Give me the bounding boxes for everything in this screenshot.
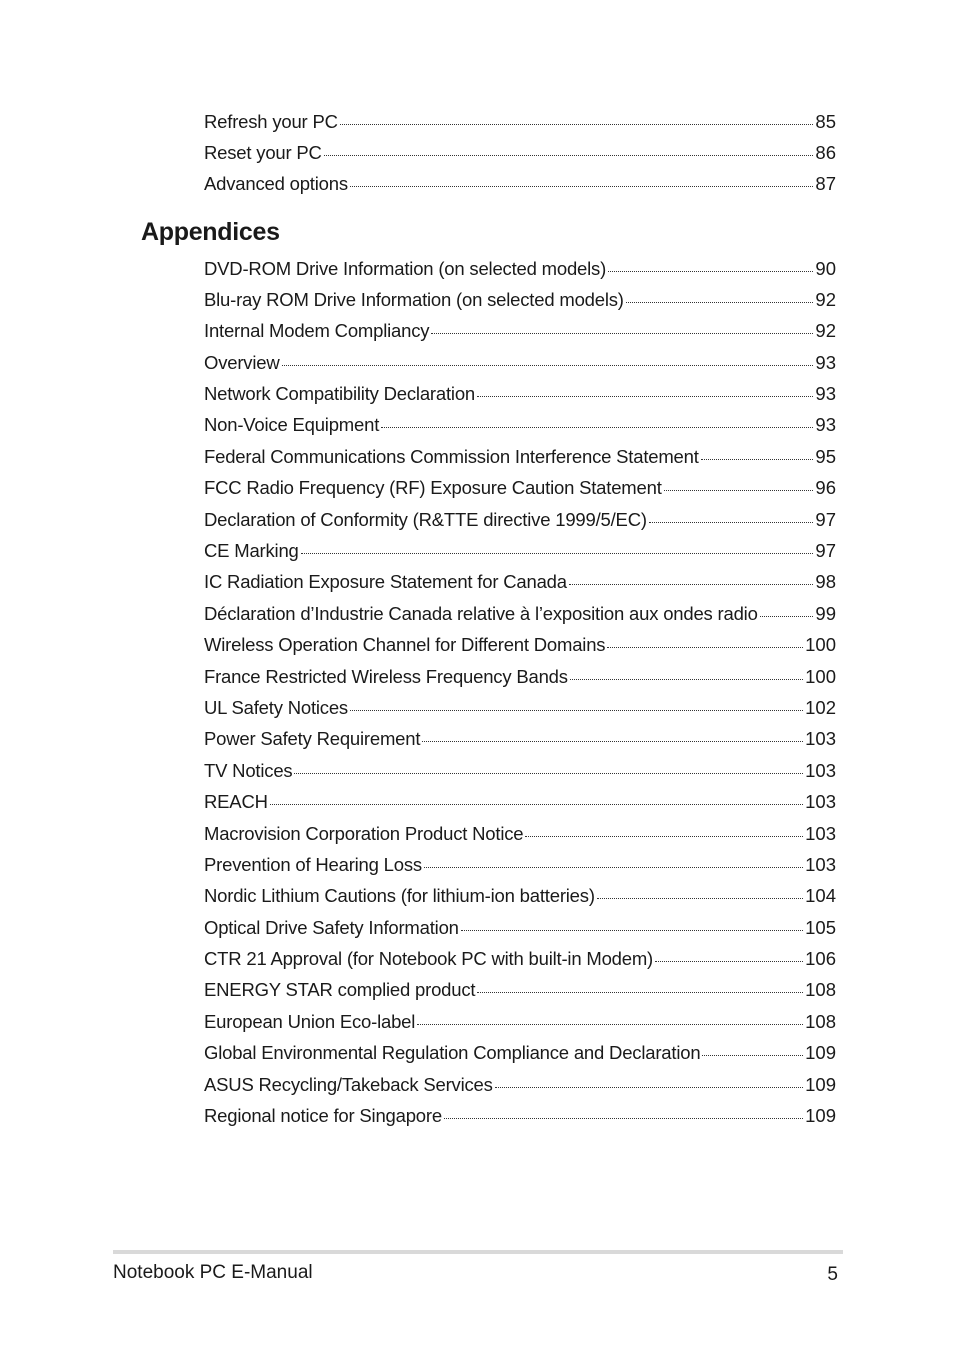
toc-entry-page: 103 (805, 791, 836, 813)
toc-dot-leader (294, 758, 803, 777)
toc-entry[interactable] (204, 444, 836, 475)
toc-entry-label: ASUS Recycling/Takeback Services (204, 1073, 493, 1095)
toc-dot-leader (664, 476, 814, 495)
toc-entry[interactable] (204, 633, 836, 664)
toc-entry[interactable] (204, 1041, 836, 1072)
toc-entry-page: 103 (805, 728, 836, 750)
toc-entry-label: Non-Voice Equipment (204, 414, 380, 436)
toc-entry[interactable] (204, 947, 836, 978)
toc-entry-page: 108 (805, 1010, 836, 1032)
toc-entry-page: 90 (815, 257, 836, 279)
toc-entry-label: Power Safety Requirement (204, 728, 421, 750)
appendices-toc-list (204, 256, 836, 1135)
toc-entry-page: 105 (805, 916, 836, 938)
toc-entry-label: Macrovision Corporation Product Notice (204, 822, 524, 844)
toc-entry-label: ENERGY STAR complied product (204, 979, 476, 1001)
toc-entry[interactable] (204, 319, 836, 350)
toc-entry-label: Regional notice for Singapore (204, 1105, 442, 1127)
footer-manual-title: Notebook PC E-Manual (113, 1262, 313, 1283)
toc-entry-label: REACH (204, 791, 268, 813)
toc-entry-label: Nordic Lithium Cautions (for lithium-ion batteries) (204, 885, 595, 907)
toc-dot-leader (477, 978, 803, 997)
toc-entry[interactable] (204, 821, 836, 852)
toc-dot-leader (525, 821, 803, 840)
toc-entry-page: 93 (815, 414, 836, 436)
toc-dot-leader (701, 444, 814, 463)
toc-dot-leader (649, 507, 814, 526)
toc-entry-page: 103 (805, 759, 836, 781)
toc-entry-label: Optical Drive Safety Information (204, 916, 459, 938)
toc-entry-label: CTR 21 Approval (for Notebook PC with built-in Modem) (204, 948, 654, 970)
toc-entry-label: Wireless Operation Channel for Different Domains (204, 634, 606, 656)
toc-dot-leader (340, 109, 814, 128)
toc-entry-page: 97 (815, 508, 836, 530)
toc-dot-leader (760, 601, 814, 620)
toc-entry-page: 99 (815, 602, 836, 624)
toc-entry-label: Global Environmental Regulation Compliance and Declaration (204, 1042, 701, 1064)
toc-entry[interactable] (204, 140, 836, 171)
toc-entry-label: Blu-ray ROM Drive Information (on selected models) (204, 288, 624, 310)
toc-entry-page: 106 (805, 948, 836, 970)
toc-entry-page: 109 (805, 1105, 836, 1127)
toc-entry-label: Advanced options (204, 173, 348, 195)
toc-entry[interactable] (204, 852, 836, 883)
toc-dot-leader (422, 727, 803, 746)
toc-dot-leader (424, 852, 803, 871)
toc-entry-label: France Restricted Wireless Frequency Bands (204, 665, 568, 687)
toc-dot-leader (461, 915, 803, 934)
toc-entry[interactable] (204, 287, 836, 318)
toc-entry[interactable] (204, 476, 836, 507)
toc-entry-label: Déclaration d’Industrie Canada relative à l’exposition aux ondes radio (204, 602, 758, 624)
toc-entry[interactable] (204, 695, 836, 726)
toc-entry-page: 92 (815, 320, 836, 342)
toc-dot-leader (301, 539, 814, 558)
toc-entry-page: 93 (815, 383, 836, 405)
toc-entry[interactable] (204, 1072, 836, 1103)
toc-entry[interactable] (204, 382, 836, 413)
toc-dot-leader (477, 382, 813, 401)
toc-entry-label: FCC Radio Frequency (RF) Exposure Caution Statement (204, 477, 662, 499)
toc-entry-page: 100 (805, 665, 836, 687)
toc-top-list (204, 109, 836, 203)
toc-entry-page: 97 (815, 540, 836, 562)
toc-dot-leader (381, 413, 813, 432)
toc-entry[interactable] (204, 790, 836, 821)
toc-entry-page: 109 (805, 1073, 836, 1095)
toc-entry[interactable] (204, 109, 836, 140)
toc-entry-page: 86 (815, 141, 836, 163)
toc-entry-label: European Union Eco-label (204, 1010, 416, 1032)
toc-entry-label: CE Marking (204, 540, 299, 562)
toc-entry[interactable] (204, 758, 836, 789)
toc-entry-page: 87 (815, 173, 836, 195)
toc-entry-label: Network Compatibility Declaration (204, 383, 475, 405)
toc-dot-leader (607, 633, 803, 652)
toc-entry[interactable] (204, 256, 836, 287)
footer-page-number: 5 (827, 1264, 838, 1285)
toc-entry-label: Declaration of Conformity (R&TTE directive 1999/5/EC) (204, 508, 647, 530)
toc-entry-page: 103 (805, 853, 836, 875)
toc-entry[interactable] (204, 978, 836, 1009)
toc-dot-leader (417, 1009, 803, 1028)
toc-entry[interactable] (204, 664, 836, 695)
toc-dot-leader (597, 884, 803, 903)
toc-dot-leader (655, 947, 803, 966)
toc-dot-leader (282, 350, 814, 369)
toc-entry[interactable] (204, 601, 836, 632)
toc-entry-label: Refresh your PC (204, 110, 338, 132)
toc-entry-label: UL Safety Notices (204, 696, 348, 718)
toc-entry-page: 98 (815, 571, 836, 593)
toc-entry[interactable] (204, 727, 836, 758)
toc-entry-label: Federal Communications Commission Interference Statement (204, 445, 699, 467)
toc-entry-page: 109 (805, 1042, 836, 1064)
toc-entry[interactable] (204, 172, 836, 203)
toc-dot-leader (495, 1072, 803, 1091)
toc-entry[interactable] (204, 1009, 836, 1040)
toc-entry-page: 103 (805, 822, 836, 844)
toc-entry-page: 92 (815, 288, 836, 310)
toc-dot-leader (324, 140, 814, 159)
toc-entry-page: 100 (805, 634, 836, 656)
toc-entry[interactable] (204, 507, 836, 538)
toc-entry-label: DVD-ROM Drive Information (on selected models) (204, 257, 607, 279)
toc-dot-leader (569, 570, 814, 589)
footer-divider (113, 1250, 843, 1254)
toc-entry-label: Reset your PC (204, 141, 322, 163)
toc-dot-leader (702, 1041, 803, 1060)
toc-dot-leader (608, 256, 813, 275)
toc-entry[interactable] (204, 884, 836, 915)
toc-entry-label: Overview (204, 351, 280, 373)
toc-dot-leader (570, 664, 803, 683)
toc-entry[interactable] (204, 915, 836, 946)
toc-entry-page: 102 (805, 696, 836, 718)
toc-dot-leader (626, 287, 814, 306)
toc-entry[interactable] (204, 413, 836, 444)
toc-dot-leader (350, 172, 814, 191)
toc-entry[interactable] (204, 350, 836, 381)
toc-entry[interactable] (204, 570, 836, 601)
toc-dot-leader (270, 790, 803, 809)
toc-dot-leader (431, 319, 813, 338)
appendices-heading: Appendices (141, 218, 280, 246)
toc-dot-leader (350, 695, 803, 714)
toc-entry-page: 96 (815, 477, 836, 499)
toc-entry-page: 85 (815, 110, 836, 132)
toc-entry-page: 95 (815, 445, 836, 467)
toc-entry-page: 104 (805, 885, 836, 907)
toc-entry[interactable] (204, 539, 836, 570)
toc-entry-label: Internal Modem Compliancy (204, 320, 430, 342)
toc-entry-label: Prevention of Hearing Loss (204, 853, 422, 875)
toc-entry-label: TV Notices (204, 759, 293, 781)
toc-entry[interactable] (204, 1104, 836, 1135)
toc-entry-page: 93 (815, 351, 836, 373)
toc-entry-label: IC Radiation Exposure Statement for Canada (204, 571, 567, 593)
toc-entry-page: 108 (805, 979, 836, 1001)
toc-dot-leader (444, 1104, 803, 1123)
